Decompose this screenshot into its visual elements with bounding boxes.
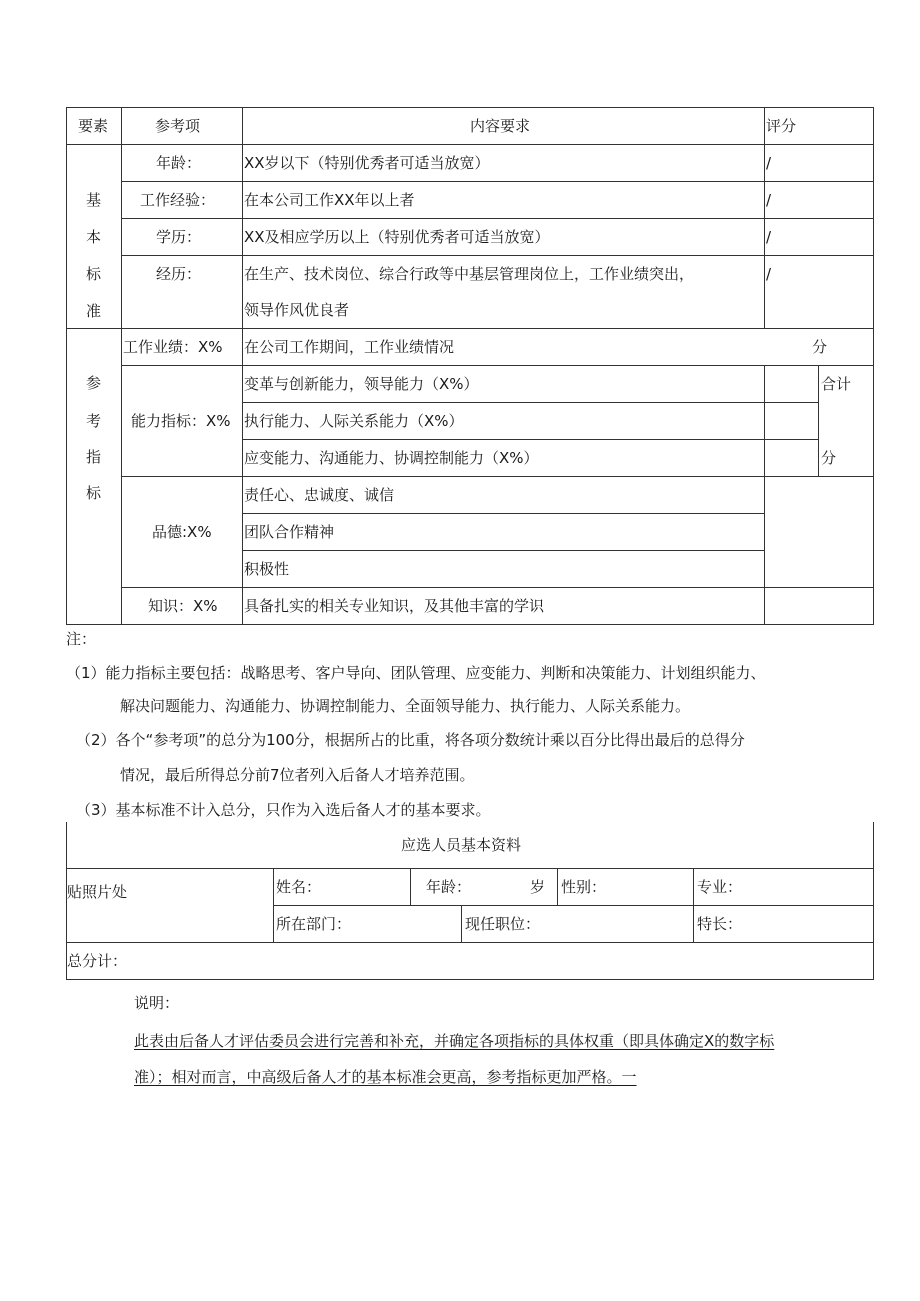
table-rule (410, 868, 411, 906)
ability-row: 应变能力、沟通能力、协调控制能力（X%） (244, 449, 539, 467)
ability-row: 变革与创新能力，领导能力（X%） (244, 375, 479, 393)
reference-content-performance: 在公司工作期间，工作业绩情况 (244, 338, 455, 356)
morality-row: 责任心、忠诚度、诚信 (244, 486, 395, 504)
specialty-field: 特长： (697, 915, 743, 933)
header-requirement: 内容要求 (470, 117, 531, 135)
table-border (66, 979, 874, 980)
note-3: （3）基本标准不计入总分，只作为入选后备人才的基本要求。 (76, 801, 491, 819)
major-field: 专业： (697, 878, 743, 896)
reference-item-knowledge: 知识：X% (148, 597, 218, 615)
header-element: 要素 (78, 117, 109, 135)
reference-score-performance: 分 (812, 338, 828, 356)
note-2-line-2: 情况，最后所得总分前7位者列入后备人才培养范围。 (120, 766, 475, 784)
reference-item-performance: 工作业绩：X% (123, 338, 223, 356)
basic-item-education: 学历： (156, 228, 202, 246)
table-rule (66, 942, 874, 943)
reference-group-char: 标 (86, 484, 102, 502)
morality-row: 团队合作精神 (244, 523, 335, 541)
note-1-line-1: （1）能力指标主要包括：战略思考、客户导向、团队管理、应变能力、判断和决策能力、计划组织能力、 (66, 664, 766, 682)
table-rule (557, 868, 558, 906)
explanation-line-2: 准）；相对而言，中高级后备人才的基本标准会更高，参考指标更加严格。一 (134, 1068, 637, 1086)
age-unit: 岁 (530, 878, 546, 896)
ability-total-label: 合计 (821, 375, 852, 393)
reference-group-char: 参 (86, 374, 102, 392)
position-field: 现任职位： (465, 915, 541, 933)
basic-item-age: 年龄： (156, 154, 202, 172)
table-rule (242, 513, 764, 514)
basic-group-char: 本 (86, 228, 102, 246)
ability-total-unit: 分 (821, 449, 837, 467)
table-rule (461, 905, 462, 943)
basic-content-experience: 在本公司工作XX年以上者 (244, 191, 415, 209)
table-border (873, 107, 874, 625)
table-border (66, 107, 874, 108)
table-rule (121, 587, 874, 588)
table-border (66, 624, 874, 625)
reference-group-char: 指 (86, 448, 102, 466)
photo-placeholder: 贴照片处 (67, 883, 128, 901)
table-rule (121, 218, 874, 219)
explanation-title: 说明： (134, 994, 180, 1012)
table-rule (121, 107, 122, 625)
header-score: 评分 (766, 117, 797, 135)
table-rule (764, 365, 765, 625)
basic-item-history: 经历： (156, 265, 202, 283)
table-rule (242, 550, 764, 551)
table-border (66, 144, 874, 145)
reference-group-char: 考 (86, 412, 102, 430)
note-1-line-2: 解决问题能力、沟通能力、协调控制能力、全面领导能力、执行能力、人际关系能力。 (120, 697, 691, 715)
notes-title: 注： (66, 630, 97, 648)
total-score-field: 总分计： (67, 952, 128, 970)
basic-score-experience: / (766, 191, 772, 209)
table-rule (121, 181, 874, 182)
table-rule (242, 107, 243, 625)
department-field: 所在部门： (276, 915, 352, 933)
table-rule (121, 476, 874, 477)
reference-item-morality: 品德:X% (152, 523, 212, 541)
table-border (66, 107, 67, 625)
explanation-line-1: 此表由后备人才评估委员会进行完善和补充，并确定各项指标的具体权重（即具体确定X的数字标 (134, 1032, 775, 1050)
basic-score-age: / (766, 154, 772, 172)
reference-content-knowledge: 具备扎实的相关专业知识，及其他丰富的学识 (244, 597, 545, 615)
name-field: 姓名： (276, 878, 322, 896)
gender-field: 性别： (561, 878, 607, 896)
basic-group-char: 标 (86, 265, 102, 283)
basic-score-history: / (766, 265, 772, 283)
table-border (873, 822, 874, 980)
table-rule (764, 107, 765, 329)
basic-content-education: XX及相应学历以上（特别优秀者可适当放宽） (244, 228, 550, 246)
table-rule (121, 365, 874, 366)
table-rule (242, 402, 818, 403)
table-rule (121, 255, 874, 256)
table-rule (273, 905, 874, 906)
basic-score-education: / (766, 228, 772, 246)
basic-item-experience: 工作经验： (140, 191, 216, 209)
basic-content-history: 领导作风优良者 (244, 301, 350, 319)
basic-content-age: XX岁以下（特别优秀者可适当放宽） (244, 154, 490, 172)
table-rule (818, 365, 819, 477)
morality-row: 积极性 (244, 560, 290, 578)
basic-content-history: 在生产、技术岗位、综合行政等中基层管理岗位上，工作业绩突出， (244, 265, 695, 283)
table-rule (693, 868, 694, 943)
table-rule (273, 868, 274, 943)
table-rule (66, 328, 874, 329)
header-reference-item: 参考项 (155, 117, 201, 135)
note-2-line-1: （2）各个“参考项”的总分为100分，根据所占的比重，将各项分数统计乘以百分比得出最后的总得分 (76, 731, 745, 749)
age-field: 年龄： (426, 878, 472, 896)
basic-group-char: 准 (86, 302, 102, 320)
candidate-table-title: 应选人员基本资料 (401, 836, 522, 854)
reference-item-ability: 能力指标：X% (131, 412, 231, 430)
table-rule (66, 868, 874, 869)
basic-group-char: 基 (86, 191, 102, 209)
table-rule (242, 439, 818, 440)
ability-row: 执行能力、人际关系能力（X%） (244, 412, 464, 430)
